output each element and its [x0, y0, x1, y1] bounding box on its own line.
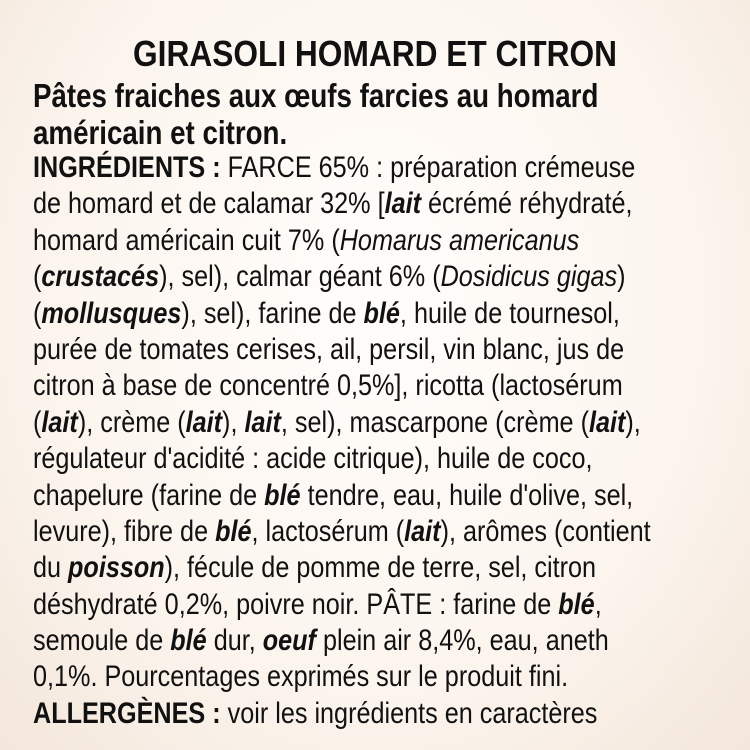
emphasized-text: blé: [264, 478, 301, 512]
emphasized-text: lait: [185, 405, 223, 439]
text-segment: plein air 8,4%, eau, aneth: [315, 624, 609, 658]
text-segment: voir les ingrédients en caractères: [220, 696, 598, 730]
emphasized-text: lait: [588, 405, 626, 439]
ingredient-line: [33, 223, 722, 259]
text-segment: FARCE 65% : préparation crémeuse: [220, 151, 636, 184]
text-segment: homard américain cuit 7% (: [33, 223, 340, 257]
ingredient-line: [33, 186, 722, 222]
emphasized-text: lait: [404, 514, 441, 548]
emphasized-text: crustacés: [41, 260, 160, 294]
emphasized-text: blé: [215, 514, 252, 548]
text-segment: (: [33, 296, 42, 330]
text-segment: levure), fibre de: [33, 514, 216, 548]
ingredient-line: [33, 514, 722, 550]
emphasized-text: lait: [384, 187, 422, 221]
emphasized-text: oeuf: [262, 624, 316, 658]
text-segment: ), sel), farine de: [181, 296, 364, 330]
subtitle-line: Pâtes fraiches aux œufs farcies au homard: [33, 77, 599, 114]
text-segment: , huile de tournesol,: [399, 296, 620, 330]
product-title: GIRASOLI HOMARD ET CITRON: [133, 33, 617, 74]
emphasized-text: poisson: [68, 551, 165, 585]
text-segment: ), fécule de pomme de terre, sel, citron: [164, 551, 597, 585]
ingredient-line: [33, 623, 722, 659]
emphasized-text: blé: [363, 296, 400, 330]
product-subtitle: [33, 77, 705, 151]
ingredient-line: [33, 550, 722, 586]
text-segment: (: [33, 405, 42, 439]
ingredient-line: [33, 478, 722, 514]
ingredient-line: [33, 150, 722, 186]
text-segment: semoule de: [33, 624, 171, 658]
text-segment: de homard et de calamar 32% [: [33, 187, 385, 221]
ingredient-line: [33, 405, 722, 441]
ingredient-line: [33, 259, 722, 295]
emphasized-text: lait: [41, 405, 78, 439]
subtitle-line: américain et citron.: [33, 114, 288, 151]
emphasized-text: mollusques: [41, 296, 182, 330]
text-segment: ),: [222, 405, 245, 439]
ingredient-line: [33, 332, 722, 368]
text-segment: , sel), mascarpone (crème (: [280, 405, 589, 439]
text-segment: régulateur d'acidité : acide citrique), huile de coco,: [33, 442, 593, 476]
text-segment: ), sel), calmar géant 6% (: [159, 260, 441, 294]
text-segment: ,: [594, 587, 602, 621]
text-segment: , lactosérum (: [251, 514, 405, 548]
emphasized-text: blé: [170, 624, 207, 658]
text-segment: (: [33, 260, 42, 294]
ingredient-line: [33, 368, 722, 404]
text-segment: tendre, eau, huile d'olive, sel,: [300, 478, 634, 512]
ingredients-text: [33, 150, 722, 732]
text-segment: purée de tomates cerises, ail, persil, vin blanc, jus de: [33, 332, 625, 366]
emphasized-text: lait: [244, 405, 281, 439]
text-segment: chapelure (farine de: [33, 478, 265, 512]
text-segment: ), arômes (contient: [440, 514, 651, 548]
text-segment: écrémé réhydraté,: [421, 187, 633, 221]
text-segment: citron à base de concentré 0,5%], ricotta (lactosérum: [33, 369, 623, 403]
emphasized-text: Dosidicus gigas: [440, 260, 618, 294]
text-segment: du: [33, 551, 69, 585]
text-segment: dur,: [206, 624, 263, 658]
text-segment: ): [617, 260, 626, 294]
emphasized-text: INGRÉDIENTS :: [33, 151, 221, 184]
ingredient-line: [33, 696, 722, 732]
emphasized-text: Homarus americanus: [339, 223, 580, 257]
ingredient-line: [33, 296, 722, 332]
text-segment: ),: [625, 405, 641, 439]
ingredient-line: [33, 587, 722, 623]
emphasized-text: blé: [558, 587, 595, 621]
text-segment: ), crème (: [77, 405, 186, 439]
text-segment: 0,1%. Pourcentages exprimés sur le produit fini.: [33, 660, 569, 694]
ingredient-line: [33, 659, 722, 695]
ingredient-line: [33, 441, 722, 477]
text-segment: déshydraté 0,2%, poivre noir. PÂTE : farine de: [33, 587, 559, 621]
emphasized-text: ALLERGÈNES :: [33, 696, 221, 730]
